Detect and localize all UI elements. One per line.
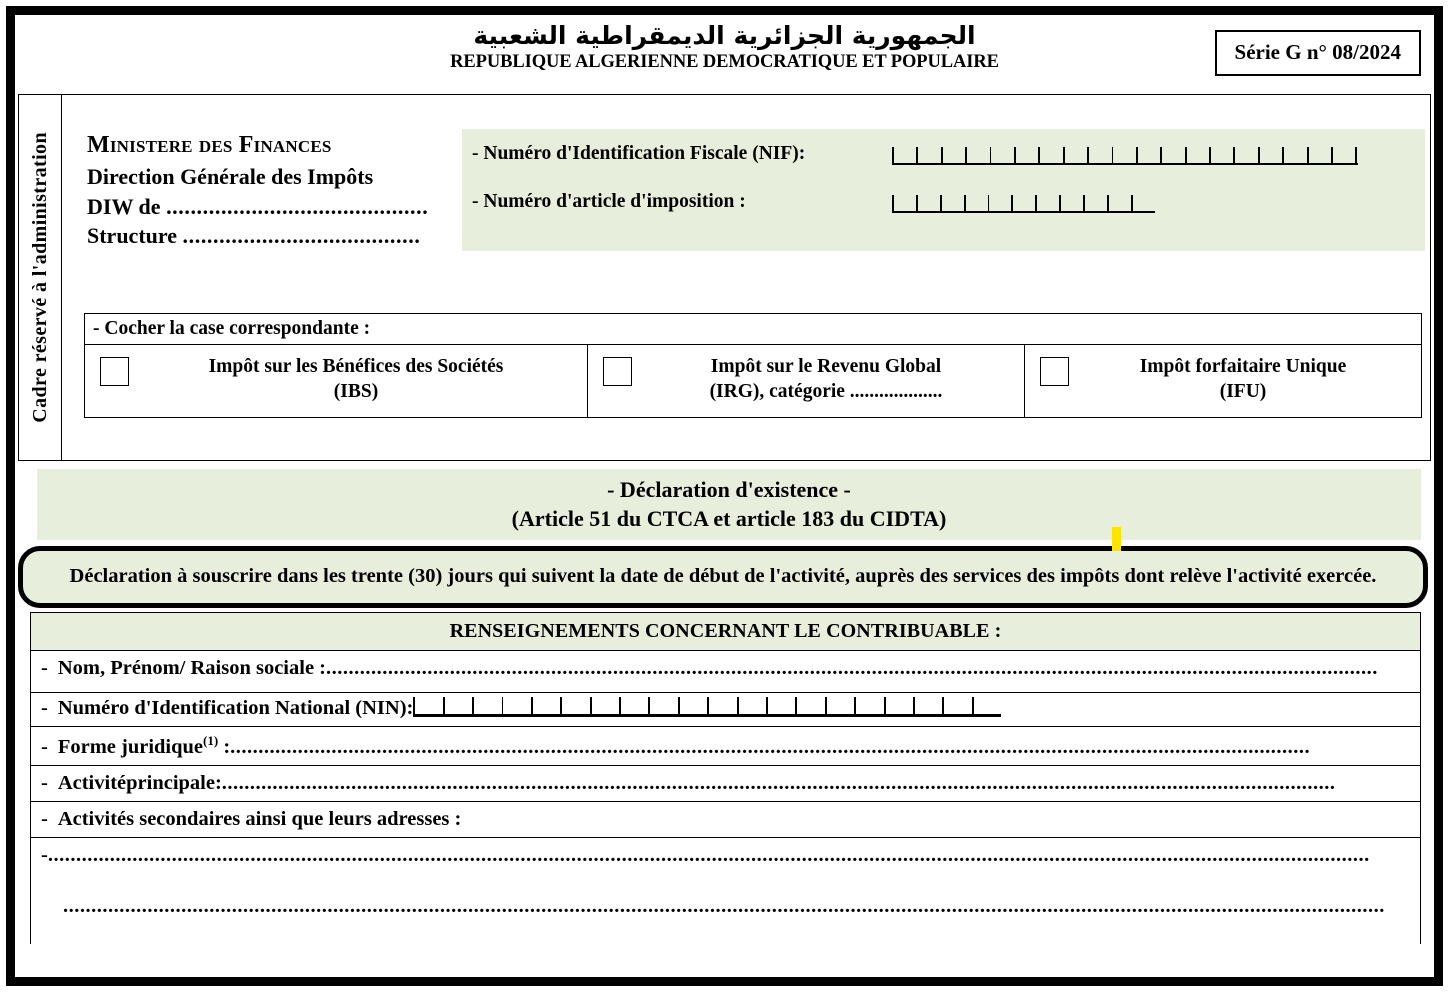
row-nin-dash: - <box>41 697 48 720</box>
comb-tick <box>737 697 739 714</box>
comb-tick <box>1209 147 1211 163</box>
row-forme-dash: - <box>41 736 48 758</box>
comb-tick <box>1185 147 1187 163</box>
row-forme-juridique <box>31 727 1420 766</box>
row-activite-principale <box>31 766 1420 802</box>
comb-tick <box>990 147 992 163</box>
comb-tick <box>892 147 894 163</box>
comb-tick <box>825 697 827 714</box>
tax-option-ifu[interactable] <box>1025 345 1421 417</box>
comb-tick <box>964 195 966 211</box>
comb-tick <box>1307 147 1309 163</box>
structure-label: Structure <box>87 223 178 249</box>
ministry-block <box>62 129 462 251</box>
tax-option-ifu-text <box>1079 355 1415 405</box>
cocher-instruction-label: - Cocher la case correspondante : <box>85 314 1421 345</box>
comb-tick <box>707 697 709 714</box>
comb-tick <box>1136 147 1138 163</box>
row-nom-prenom <box>31 651 1420 693</box>
ministry-and-identifiers-row <box>62 95 1430 251</box>
administration-vertical-label-text: Cadre réservé à l'administration <box>28 132 51 423</box>
structure-field-row <box>87 221 462 251</box>
tax-option-irg-text <box>642 355 1018 405</box>
comb-tick <box>678 697 680 714</box>
nif-field-row <box>472 143 1425 165</box>
comb-tick <box>1160 147 1162 163</box>
diw-label: DIW de <box>87 193 161 219</box>
comb-tick <box>619 697 621 714</box>
comb-tick <box>766 697 768 714</box>
diw-input-dots[interactable]: ........................................... <box>166 193 429 219</box>
taxpayer-section-title: RENSEIGNEMENTS CONCERNANT LE CONTRIBUABLE : <box>31 613 1420 651</box>
row-nom-input-dots[interactable]: ........................................................................................................................................................................................... <box>326 657 1378 680</box>
tax-type-options-row <box>85 345 1421 417</box>
comb-tick <box>892 195 894 211</box>
article-label: - Numéro d'article d'imposition : <box>472 191 746 212</box>
declaration-title-line2: (Article 51 du CTCA et article 183 du CIDTA) <box>511 506 947 532</box>
tax-option-ibs-line1: Impôt sur les Bénéfices des Sociétés <box>208 356 504 377</box>
document-header <box>18 18 1431 88</box>
row-forme-label-text: Forme juridique <box>57 736 204 758</box>
serie-number-badge: Série G n° 08/2024 <box>1215 30 1421 76</box>
comb-tick <box>916 147 918 163</box>
comb-tick <box>941 147 943 163</box>
row-forme-input-dots[interactable]: ................................................................................................................................................................................................ <box>230 736 1311 758</box>
comb-tick <box>884 697 886 714</box>
diw-field-row <box>87 192 462 222</box>
tax-type-selection-frame <box>84 313 1422 418</box>
tax-option-ibs-line2: (IBS) <box>333 380 379 402</box>
tax-option-ifu-line2: (IFU) <box>1219 380 1267 402</box>
comb-tick <box>1035 195 1037 211</box>
secondaires-entry-1-dots[interactable]: ........................................................................................................................................................................................................................................... <box>47 844 1370 866</box>
row-activite-label: Activitéprincipale: <box>57 772 222 794</box>
row-activite-dash: - <box>41 772 48 794</box>
article-comb-input[interactable] <box>892 193 1155 213</box>
comb-tick <box>413 697 415 714</box>
secondaires-entry-2-dots[interactable]: ........................................................................................................................................................................................................................................... <box>63 895 1385 917</box>
nif-comb-input[interactable] <box>892 145 1358 165</box>
row-nom-dash: - <box>41 657 48 680</box>
row-activites-secondaires-entries <box>31 838 1420 944</box>
taxpayer-information-table <box>30 612 1421 944</box>
comb-tick <box>854 697 856 714</box>
declaration-title-block <box>37 469 1421 540</box>
comb-tick <box>648 697 650 714</box>
row-nin-label: Numéro d'Identification National (NIN): <box>57 697 414 720</box>
identifiers-block <box>462 129 1425 251</box>
nif-label: - Numéro d'Identification Fiscale (NIF): <box>472 143 806 164</box>
administration-vertical-label <box>19 95 62 460</box>
row-nom-label: Nom, Prénom/ Raison sociale : <box>57 657 326 680</box>
comb-tick <box>502 697 504 714</box>
checkbox-ibs[interactable] <box>100 357 129 386</box>
comb-tick <box>913 697 915 714</box>
comb-tick <box>560 697 562 714</box>
comb-tick <box>1131 195 1133 211</box>
comb-tick <box>1331 147 1333 163</box>
secondaires-entry-line-1 <box>41 844 1414 867</box>
comb-tick <box>972 697 974 714</box>
comb-tick <box>472 697 474 714</box>
comb-tick <box>1011 195 1013 211</box>
comb-tick <box>1258 147 1260 163</box>
row-activites-secondaires <box>31 802 1420 838</box>
tax-option-irg-line2[interactable]: (IRG), catégorie ................... <box>709 380 943 402</box>
page-content <box>18 18 1431 974</box>
declaration-notice-box: Déclaration à souscrire dans les trente (30) jours qui suivent la date de début de l'activité, auprès des services des impôts dont relève l'activité exercée. <box>18 546 1428 608</box>
secondaires-entry-line-2 <box>41 895 1414 918</box>
french-republic-title: REPUBLIQUE ALGERIENNE DEMOCRATIQUE ET POPULAIRE <box>450 52 999 73</box>
yellow-highlight-marker <box>1112 527 1121 551</box>
comb-tick <box>1063 147 1065 163</box>
comb-tick <box>916 195 918 211</box>
comb-tick <box>1014 147 1016 163</box>
comb-tick <box>1107 195 1109 211</box>
comb-tick <box>1059 195 1061 211</box>
row-activite-input-dots[interactable]: ...................................................................................................................................................................................................... <box>221 772 1336 794</box>
row-nin-comb-input[interactable] <box>413 696 1001 717</box>
comb-tick <box>942 697 944 714</box>
comb-tick <box>965 147 967 163</box>
article-field-row <box>472 191 1425 213</box>
tax-option-ifu-line1: Impôt forfaitaire Unique <box>1139 356 1347 377</box>
declaration-title-line1: - Déclaration d'existence - <box>607 477 851 502</box>
comb-tick <box>1083 195 1085 211</box>
comb-tick <box>1282 147 1284 163</box>
tax-option-ibs-text <box>139 355 581 405</box>
secondaires-entry-1-dash: - <box>41 844 48 866</box>
checkbox-ifu[interactable] <box>1040 357 1069 386</box>
comb-tick <box>1112 147 1114 163</box>
row-secondaires-dash: - <box>41 808 48 830</box>
administration-frame <box>18 94 1431 461</box>
row-secondaires-label: Activités secondaires ainsi que leurs adresses : <box>57 808 462 830</box>
checkbox-irg[interactable] <box>603 357 632 386</box>
comb-tick <box>1087 147 1089 163</box>
comb-tick <box>988 195 990 211</box>
tax-option-irg-line1: Impôt sur le Revenu Global <box>710 356 942 377</box>
ministry-name: Ministere des Finances <box>87 132 332 158</box>
row-nin <box>31 693 1420 727</box>
row-forme-label <box>58 733 230 759</box>
comb-tick <box>1355 147 1357 163</box>
directorate-name: Direction Générale des Impôts <box>87 163 374 189</box>
administration-frame-body <box>62 95 1430 460</box>
row-forme-colon: : <box>223 736 231 758</box>
arabic-republic-title: الجمهورية الجزائرية الديمقراطية الشعبية <box>473 21 976 50</box>
comb-tick <box>1233 147 1235 163</box>
tax-option-irg[interactable] <box>588 345 1025 417</box>
comb-tick <box>443 697 445 714</box>
comb-tick <box>795 697 797 714</box>
comb-tick <box>940 195 942 211</box>
comb-tick <box>531 697 533 714</box>
tax-option-ibs[interactable] <box>85 345 588 417</box>
comb-tick <box>590 697 592 714</box>
structure-input-dots[interactable]: ....................................... <box>182 223 421 249</box>
row-forme-footnote-marker: (1) <box>203 733 219 749</box>
comb-tick <box>1038 147 1040 163</box>
